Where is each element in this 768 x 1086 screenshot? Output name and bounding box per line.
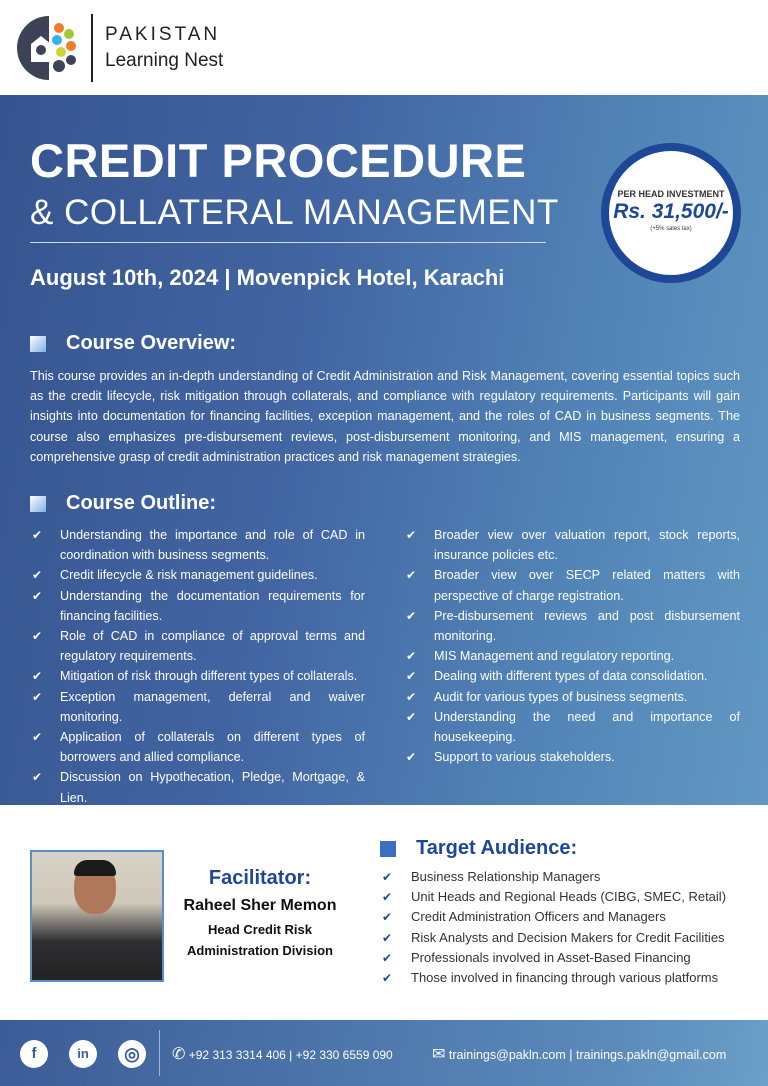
course-title: CREDIT PROCEDURE [30, 134, 527, 187]
list-item [380, 907, 726, 927]
list-item-text: Risk Analysts and Decision Makers for Credit Facilities [411, 929, 725, 945]
list-item [380, 948, 726, 968]
divider [91, 14, 93, 82]
list-item-text: Understanding the documentation requirements for financing facilities. [60, 588, 365, 623]
footer [0, 1020, 768, 1086]
list-item-text: Understanding the need and importance of housekeeping. [434, 709, 740, 745]
check-icon: ✔ [406, 649, 417, 664]
list-item [30, 687, 365, 727]
check-icon: ✔ [382, 950, 393, 965]
facilitator-title: Head Credit Risk [207, 922, 313, 937]
list-item [380, 928, 726, 948]
list-item-text: Understanding the importance and role of CAD in coordination with business segments. [60, 528, 365, 563]
check-icon: ✔ [382, 890, 393, 905]
list-item-text: Those involved in financing through various platforms [411, 970, 719, 986]
overview-heading [30, 332, 236, 355]
brand-name: PAKISTAN [105, 24, 221, 45]
list-item-text: Discussion on Hypothecation, Pledge, Mortgage, & Lien. [60, 770, 365, 805]
course-subtitle: & COLLATERAL MANAGEMENT [30, 193, 559, 232]
check-icon: ✔ [382, 930, 393, 945]
facilitator-division: Administration Division [187, 943, 333, 958]
check-icon: ✔ [32, 770, 43, 785]
overview-text: This course provides an in-depth understanding of Credit Administration and Risk Management, covering essential topics such as the credit lifecycle, risk mitigation through collaterals, and compliance with regulatory requirements. Participants will gain insights into documentation for financing facilities, exception management, and the roles of CAD in business segments. The course also emphasizes pre-disbursement reviews, post-disbursement monitoring, and MIS management, ensuring a comprehensive grasp of credit administration practices and risk management strategies. [30, 369, 740, 464]
bottom-section [0, 805, 768, 1020]
list-item [30, 586, 365, 626]
check-icon: ✔ [406, 689, 417, 704]
list-item-text: Support to various stakeholders. [434, 750, 615, 765]
check-icon: ✔ [406, 528, 417, 542]
phone-icon: ✆ [172, 1046, 186, 1063]
list-item [380, 887, 726, 907]
check-icon: ✔ [382, 910, 393, 925]
facilitator-name: Raheel Sher Memon [183, 897, 337, 914]
list-item-text: Credit Administration Officers and Managers [411, 909, 666, 925]
envelope-icon: ✉ [432, 1046, 446, 1063]
check-icon: ✔ [406, 608, 417, 623]
logo-icon [15, 14, 83, 82]
check-icon: ✔ [406, 709, 417, 724]
square-bullet-icon [30, 496, 46, 512]
divider [30, 242, 546, 243]
outline-heading [30, 492, 216, 515]
price-label: PER HEAD INVESTMENT [617, 189, 725, 199]
audience-heading-text: Target Audience: [416, 837, 578, 859]
list-item [380, 867, 726, 887]
list-item-text: Broader view over valuation report, stock reports, insurance policies etc. [434, 528, 740, 563]
list-item-text: Dealing with different types of data consolidation. [434, 669, 708, 684]
phone-numbers[interactable] [172, 1044, 393, 1064]
list-item [404, 606, 740, 646]
list-item [30, 565, 365, 585]
list-item-text: Credit lifecycle & risk management guidelines. [60, 568, 318, 583]
facilitator-photo [30, 850, 164, 982]
list-item [30, 727, 365, 767]
check-icon: ✔ [382, 870, 393, 884]
outline-left-list [30, 525, 365, 808]
list-item-text: Mitigation of risk through different types of collaterals. [60, 669, 358, 684]
outline-heading-text: Course Outline: [66, 492, 217, 514]
list-item [404, 646, 740, 666]
list-item [30, 767, 365, 807]
brand-subname: Learning Nest [105, 50, 224, 71]
list-item [404, 707, 740, 747]
check-icon: ✔ [32, 588, 43, 603]
price-badge [601, 143, 741, 283]
check-icon: ✔ [32, 568, 43, 583]
list-item [404, 565, 740, 605]
divider [159, 1030, 160, 1076]
outline-right-list [404, 525, 740, 767]
list-item-text: Audit for various types of business segments. [434, 689, 688, 704]
list-item-text: MIS Management and regulatory reporting. [434, 649, 675, 664]
list-item [380, 968, 726, 988]
list-item [30, 666, 365, 686]
audience-list [380, 867, 726, 988]
audience-heading [380, 837, 577, 860]
check-icon: ✔ [32, 730, 43, 745]
facebook-icon[interactable]: f [20, 1040, 48, 1068]
list-item-text: Unit Heads and Regional Heads (CIBG, SMEC, Retail) [411, 889, 727, 905]
instagram-icon[interactable]: ◎ [118, 1040, 146, 1068]
list-item [30, 525, 365, 565]
list-item-text: Business Relationship Managers [411, 869, 601, 884]
price-amount: Rs. 31,500/- [613, 200, 729, 223]
emails[interactable] [432, 1044, 726, 1064]
list-item-text: Professionals involved in Asset-Based Financing [411, 949, 691, 965]
phone-text: +92 313 3314 406 | +92 330 6559 090 [188, 1048, 393, 1062]
check-icon: ✔ [32, 689, 43, 704]
header [0, 0, 768, 95]
facilitator-label: Facilitator: [208, 867, 312, 889]
list-item [404, 747, 740, 767]
square-bullet-icon [30, 336, 46, 352]
check-icon: ✔ [406, 750, 417, 765]
date-venue: August 10th, 2024 | Movenpick Hotel, Karachi [30, 265, 505, 290]
hero-panel [0, 95, 768, 805]
list-item-text: Pre-disbursement reviews and post disbursement monitoring. [434, 608, 740, 644]
list-item-text: Broader view over SECP related matters with perspective of charge registration. [434, 568, 740, 603]
check-icon: ✔ [406, 669, 417, 684]
email-text: trainings@pakln.com | trainings.pakln@gmail.com [448, 1048, 727, 1062]
check-icon: ✔ [406, 568, 417, 583]
price-note: (+5% sales tax) [650, 226, 692, 232]
overview-heading-text: Course Overview: [66, 332, 237, 354]
list-item-text: Exception management, deferral and waiver monitoring. [60, 689, 365, 724]
check-icon: ✔ [32, 528, 43, 542]
list-item-text: Role of CAD in compliance of approval terms and regulatory requirements. [60, 629, 365, 664]
square-bullet-icon [380, 841, 396, 857]
check-icon: ✔ [32, 629, 43, 644]
list-item [404, 687, 740, 707]
list-item [404, 666, 740, 686]
list-item [30, 626, 365, 666]
list-item [404, 525, 740, 565]
check-icon: ✔ [32, 669, 43, 684]
check-icon: ✔ [382, 971, 393, 986]
linkedin-icon[interactable]: in [69, 1040, 97, 1068]
list-item-text: Application of collaterals on different types of borrowers and allied compliance. [60, 730, 365, 765]
